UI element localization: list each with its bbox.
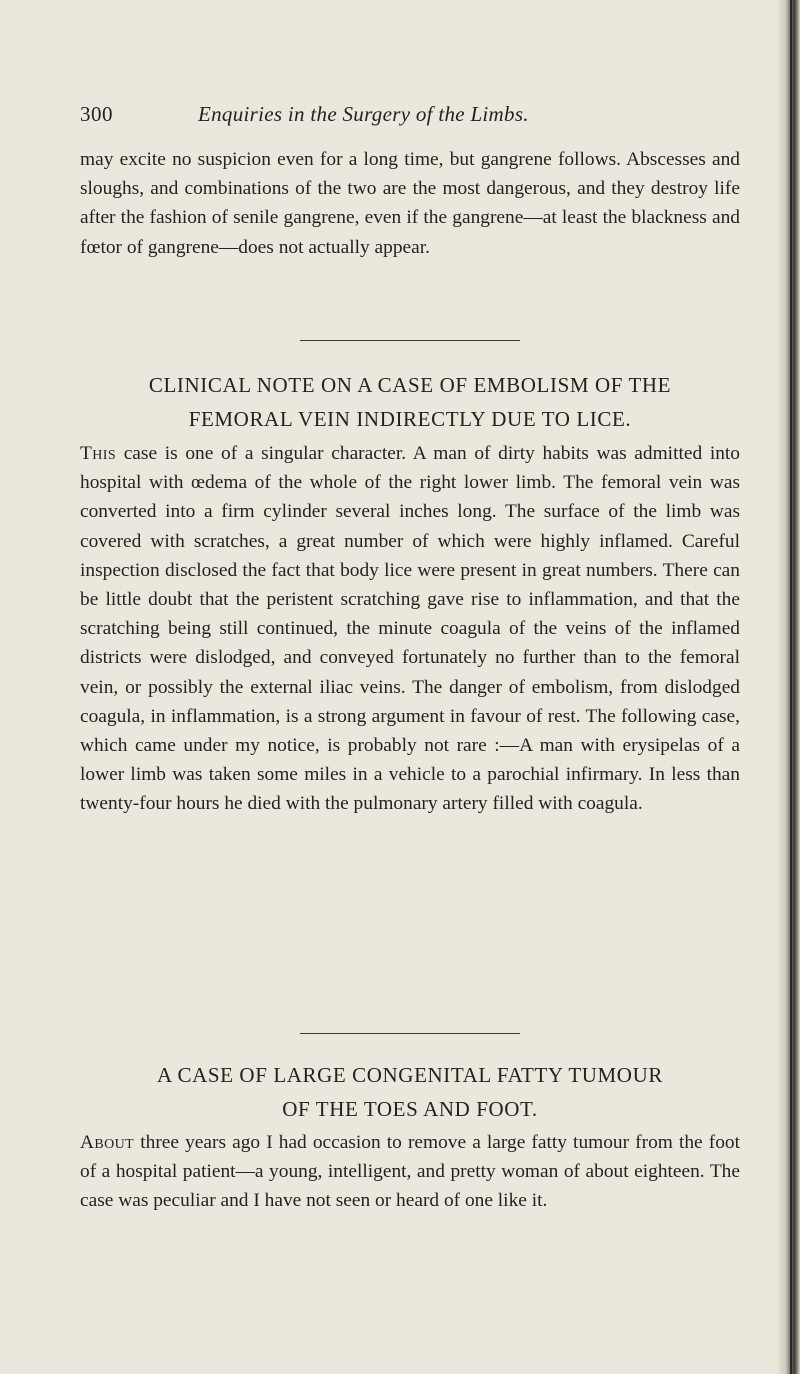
fatty-tumour-paragraph	[80, 1128, 740, 1216]
paragraph-text: three years ago I had occasion to remove a large fatty tumour from the foot of a hospital patient—a young, intelligent, and pretty woman of about eighteen. The case was peculiar and I have not seen or heard of one like it.	[80, 1132, 740, 1212]
section-divider	[300, 340, 520, 341]
section-divider	[300, 1033, 520, 1034]
heading-line: FEMORAL VEIN INDIRECTLY DUE TO LICE.	[188, 407, 632, 431]
lead-word: This	[80, 443, 117, 464]
running-head	[80, 102, 740, 128]
embolism-paragraph	[80, 439, 740, 819]
lead-word: About	[80, 1132, 135, 1153]
page-number: 300	[80, 102, 113, 126]
running-head-title: Enquiries in the Surgery of the Limbs.	[198, 102, 529, 126]
section-heading-fatty-tumour	[80, 1058, 740, 1126]
section-heading-embolism	[80, 368, 740, 436]
heading-line: CLINICAL NOTE ON A CASE OF EMBOLISM OF THE	[148, 373, 672, 397]
heading-line: A CASE OF LARGE CONGENITAL FATTY TUMOUR	[157, 1063, 663, 1087]
page-edge-shadow	[778, 0, 800, 1374]
continued-paragraph: may excite no suspicion even for a long time, but gangrene follows. Abscesses and sloughs, and combinations of the two are the most dangerous, and they destroy life after the fashion of senile gangrene, even if the gangrene—at least the blackness and fœtor of gangrene—does not actually appear.	[80, 149, 740, 258]
page-edge-line	[790, 0, 792, 1374]
heading-line: OF THE TOES AND FOOT.	[282, 1097, 538, 1121]
paragraph-text: case is one of a singular character. A man of dirty habits was admitted into hospital with œdema of the whole of the right lower limb. The femoral vein was converted into a firm cylinder several inches long. The surface of the limb was covered with scratches, a great number of which were highly inflamed. Careful inspection disclosed the fact that body lice were present in great numbers. There can be little doubt that the peristent scratching gave rise to inflammation, and that the scratching being still continued, the minute coagula of the veins of the inflamed districts were dislodged, and conveyed fortunately no further than to the femoral vein, or possibly the external iliac veins. The danger of embolism, from dislodged coagula, in inflammation, is a strong argument in favour of rest. The following case, which came under my notice, is probably not rare :—A man with erysipelas of a lower limb was taken some miles in a vehicle to a parochial infirmary. In less than twenty-four hours he died with the pulmonary artery filled with coagula.	[80, 443, 740, 815]
